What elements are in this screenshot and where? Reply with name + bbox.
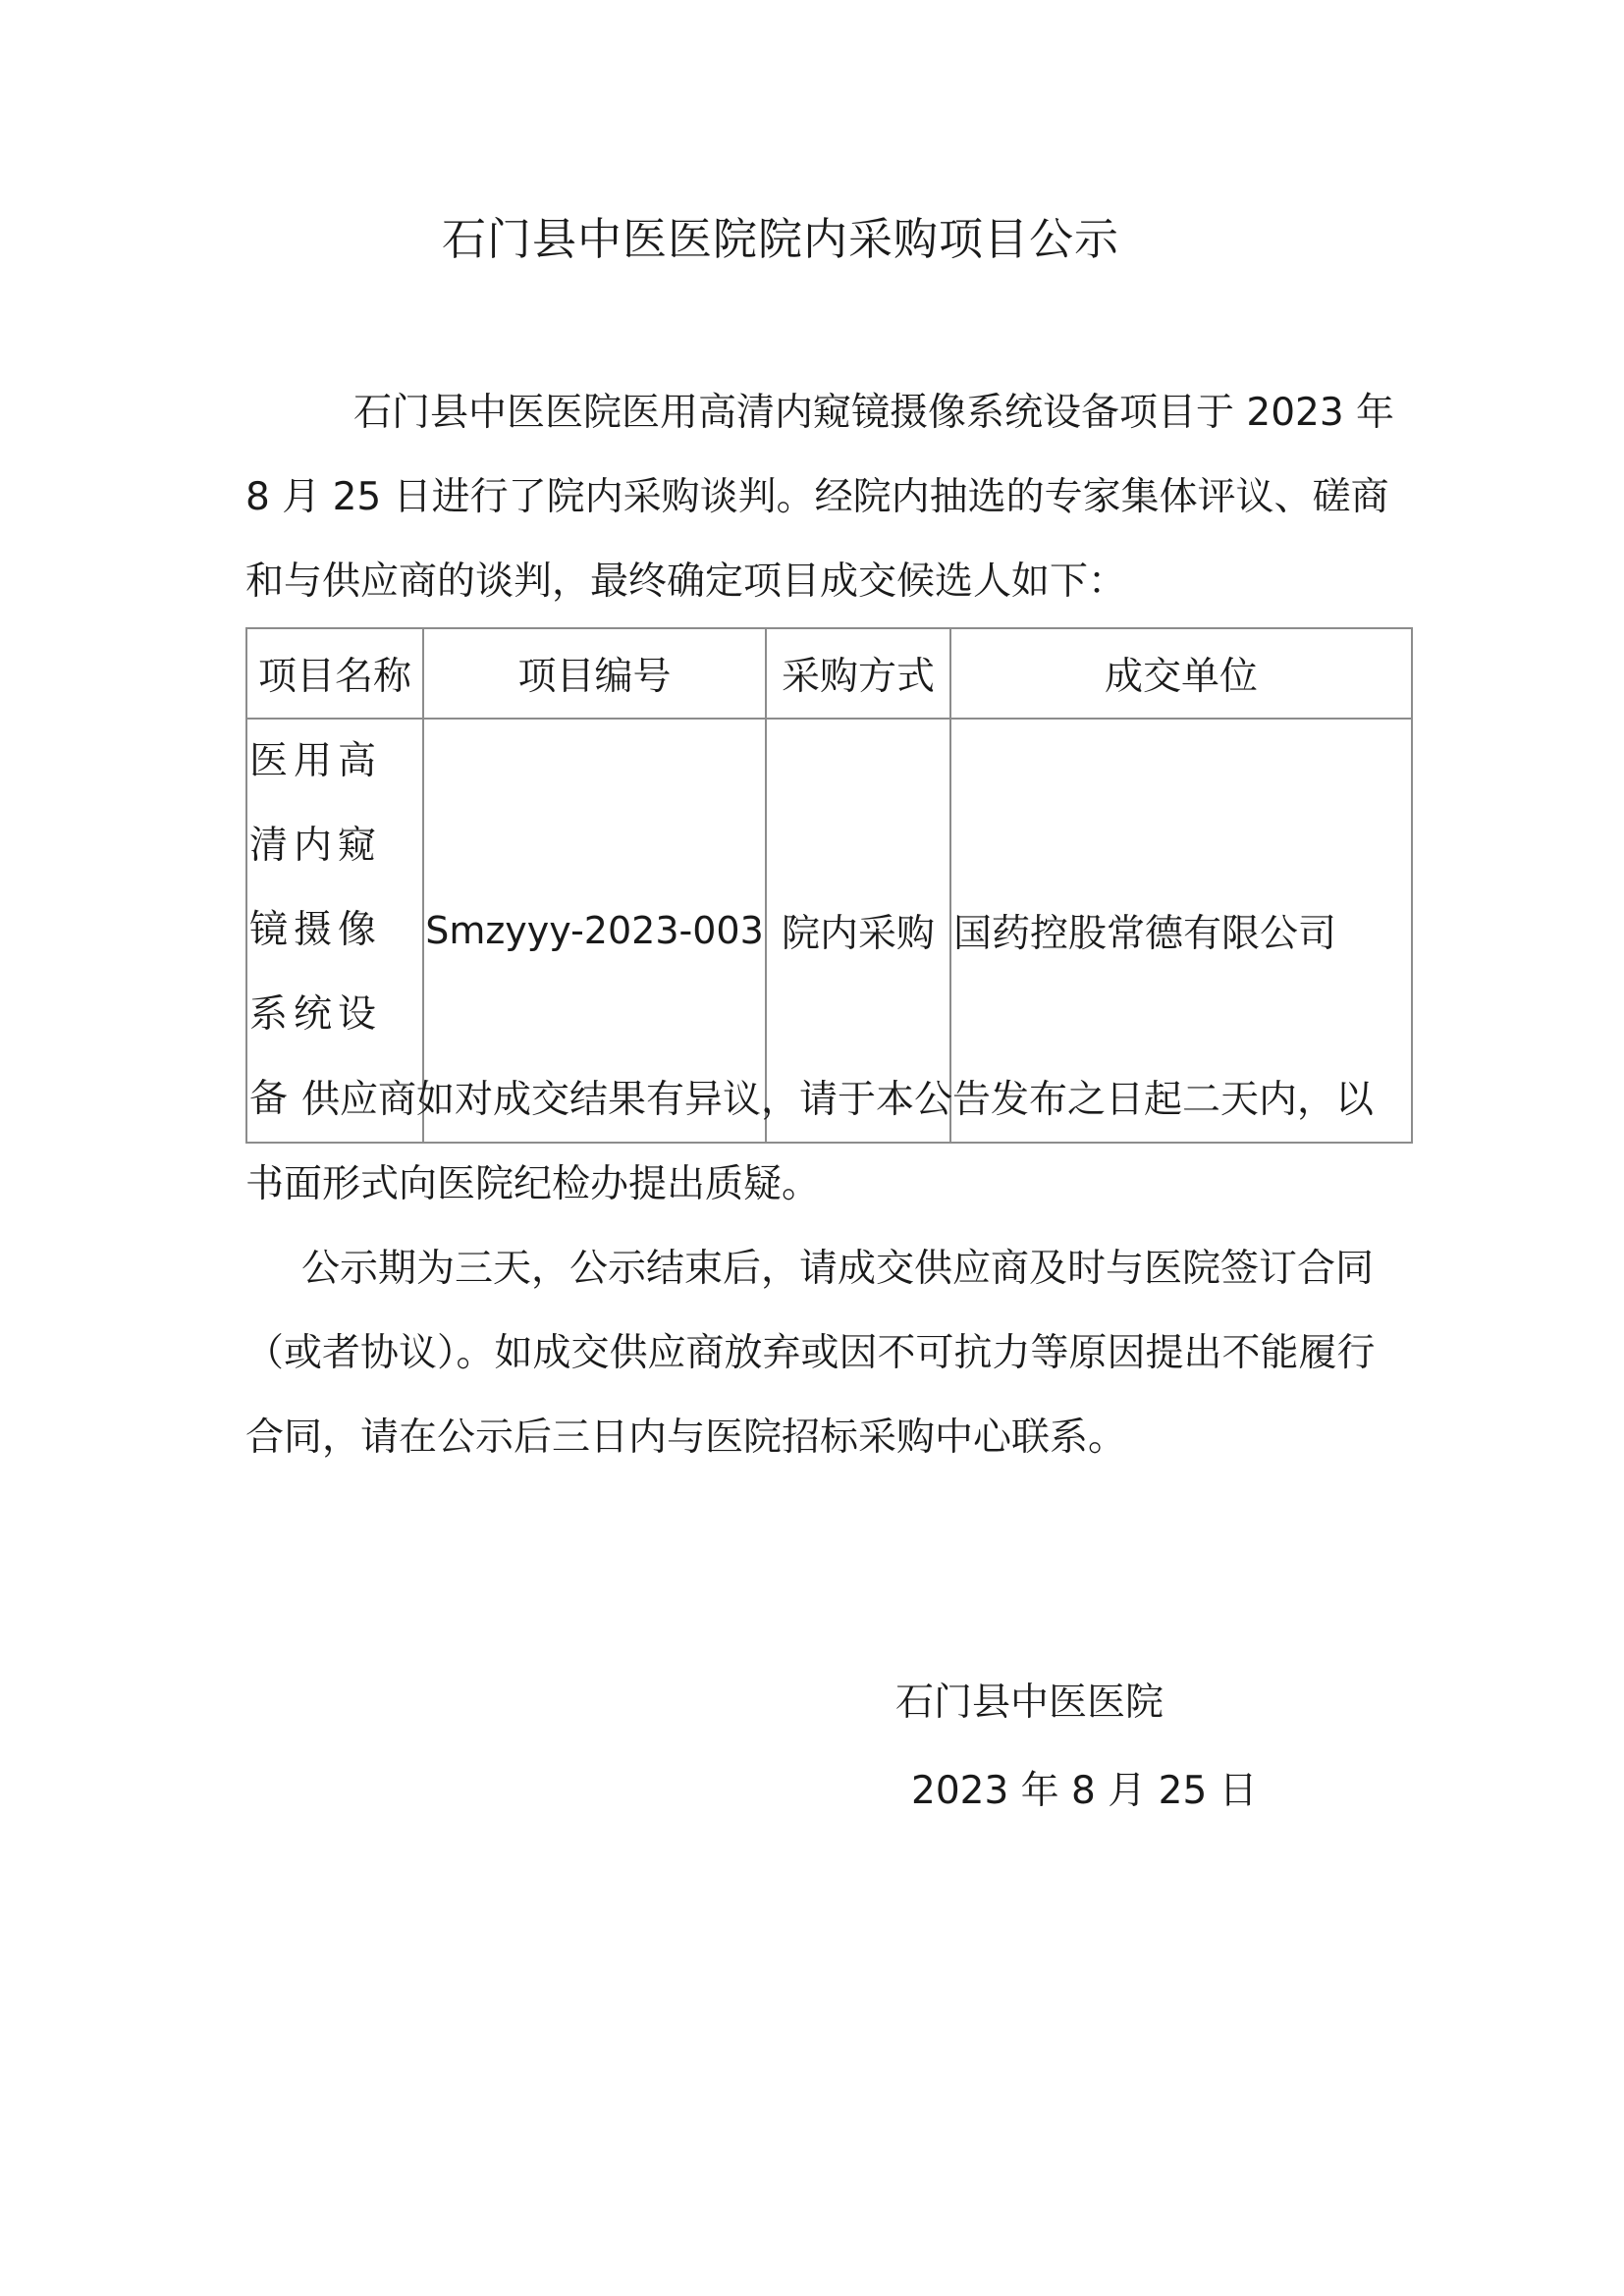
objection-line: 供应商如对成交结果有异议，请于本公告发布之日起二天内，以 [301,1078,1375,1122]
intro-line: 和与供应商的谈判，最终确定项目成交候选人如下： [245,560,1127,604]
table-header-row [246,628,1412,719]
signature-organization: 石门县中医医院 [895,1681,1164,1725]
cell-project-name: 医用高清内窥镜摄像系统设备 [246,719,423,1143]
header-procurement-method: 采购方式 [766,628,950,719]
publicity-line: （或者协议）。如成交供应商放弃或因不可抗力等原因提出不能履行 [245,1331,1376,1375]
objection-paragraph [245,1058,1384,1227]
publicity-line: 合同，请在公示后三日内与医院招标采购中心联系。 [245,1415,1127,1460]
objection-line: 书面形式向医院纪检办提出质疑。 [245,1162,821,1206]
intro-paragraph [245,371,1395,624]
signature-date: 2023 年 8 月 25 日 [911,1769,1258,1813]
cell-procurement-method: 院内采购 [766,719,950,1143]
header-project-code: 项目编号 [423,628,766,719]
cell-winning-supplier: 国药控股常德有限公司 [950,719,1412,1143]
publicity-paragraph [245,1227,1384,1480]
publicity-line: 公示期为三天，公示结束后，请成交供应商及时与医院签订合同 [301,1247,1375,1291]
header-project-name: 项目名称 [246,628,423,719]
cell-project-code: Smzyyy-2023-003 [423,719,766,1143]
header-winning-supplier: 成交单位 [950,628,1412,719]
intro-line: 石门县中医医院医用高清内窥镜摄像系统设备项目于 2023 年 [353,391,1395,435]
intro-line: 8 月 25 日进行了院内采购谈判。经院内抽选的专家集体评议、磋商 [245,475,1389,519]
page-title: 石门县中医医院院内采购项目公示 [442,213,1120,265]
